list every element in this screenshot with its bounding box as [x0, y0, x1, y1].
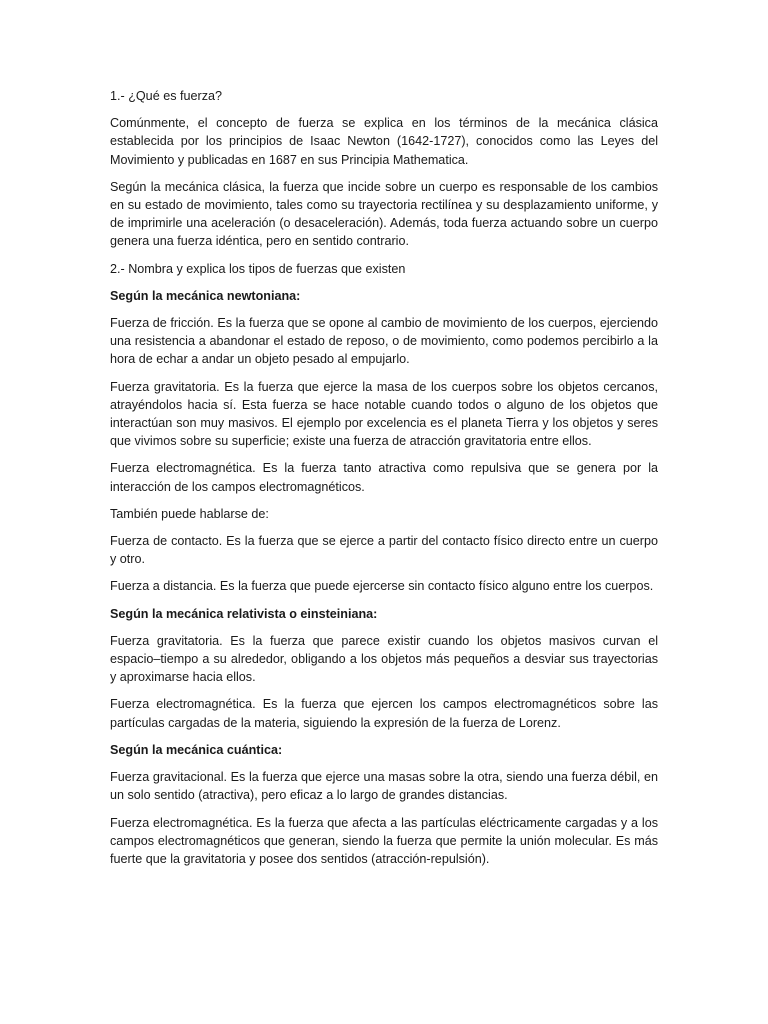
document-body: [110, 87, 658, 877]
paragraph-relativistic-electromagnetic: Fuerza electromagnética. Es la fuerza que ejercen los campos electromagnéticos sobre las partículas cargadas de la materia, siguiendo la expresión de la fuerza de Lorenz.: [110, 697, 658, 730]
paragraph-contact-force: Fuerza de contacto. Es la fuerza que se ejerce a partir del contacto físico directo entre un cuerpo y otro.: [110, 534, 658, 567]
paragraph-relativistic-gravity: Fuerza gravitatoria. Es la fuerza que parece existir cuando los objetos masivos curvan el espacio–tiempo a su alrededor, obligando a los objetos más pequeños a desviar sus trayectorias y aproximarse hacia ellos.: [110, 633, 658, 685]
paragraph-newton-intro: Comúnmente, el concepto de fuerza se explica en los términos de la mecánica clásica establecida por los principios de Isaac Newton (1642-1727), conocidos como las Leyes del Movimiento y publicadas en 1687 en sus Principia Mathematica.: [110, 116, 658, 167]
section-heading-newtonian: Según la mecánica newtoniana:: [110, 288, 301, 303]
paragraph-gravitational-force: Fuerza gravitatoria. Es la fuerza que ejerce la masa de los cuerpos sobre los objetos cercanos, atrayéndolos hacia sí. Esta fuerza se hace notable cuando todos o alguno de los objetos que interactúan son muy masivos. El ejemplo por excelencia es el planeta Tierra y los objetos y seres que vivimos sobre su superficie; existe una fuerza de atracción gravitatoria entre ellos.: [110, 379, 658, 449]
subheading-also: También puede hablarse de:: [110, 506, 269, 521]
paragraph-quantum-gravity: Fuerza gravitacional. Es la fuerza que ejerce una masas sobre la otra, siendo una fuerza débil, en un solo sentido (atractiva), pero eficaz a lo largo de grandes distancias.: [110, 770, 658, 803]
paragraph-classical-mechanics: Según la mecánica clásica, la fuerza que incide sobre un cuerpo es responsable de los cambios en su estado de movimiento, tales como su trayectoria rectilínea y su desplazamiento uniforme, y de imprimirle una aceleración (o desaceleración). Además, toda fuerza actuando sobre un cuerpo genera una fuerza idéntica, pero en sentido contrario.: [110, 179, 658, 249]
paragraph-distance-force: Fuerza a distancia. Es la fuerza que puede ejercerse sin contacto físico alguno entre los cuerpos.: [110, 579, 654, 594]
section-heading-quantum: Según la mecánica cuántica:: [110, 742, 283, 757]
question-2-heading: 2.- Nombra y explica los tipos de fuerzas que existen: [110, 261, 406, 276]
paragraph-quantum-electromagnetic: Fuerza electromagnética. Es la fuerza que afecta a las partículas eléctricamente cargadas y a los campos electromagnéticos que generan, siendo la fuerza que permite la unión molecular. Es más fuerte que la gravitatoria y posee dos sentidos (atracción-repulsión).: [110, 815, 658, 866]
question-1-heading: 1.- ¿Qué es fuerza?: [110, 89, 222, 103]
paragraph-friction-force: Fuerza de fricción. Es la fuerza que se opone al cambio de movimiento de los cuerpos, ejerciendo una resistencia a abandonar el estado de reposo, o de movimiento, como podemos percibirlo a la hora de echar a andar un objeto pesado al empujarlo.: [110, 316, 658, 367]
section-heading-relativistic: Según la mecánica relativista o einsteiniana:: [110, 606, 378, 621]
paragraph-electromagnetic-force: Fuerza electromagnética. Es la fuerza tanto atractiva como repulsiva que se genera por la interacción de los campos electromagnéticos.: [110, 461, 658, 494]
